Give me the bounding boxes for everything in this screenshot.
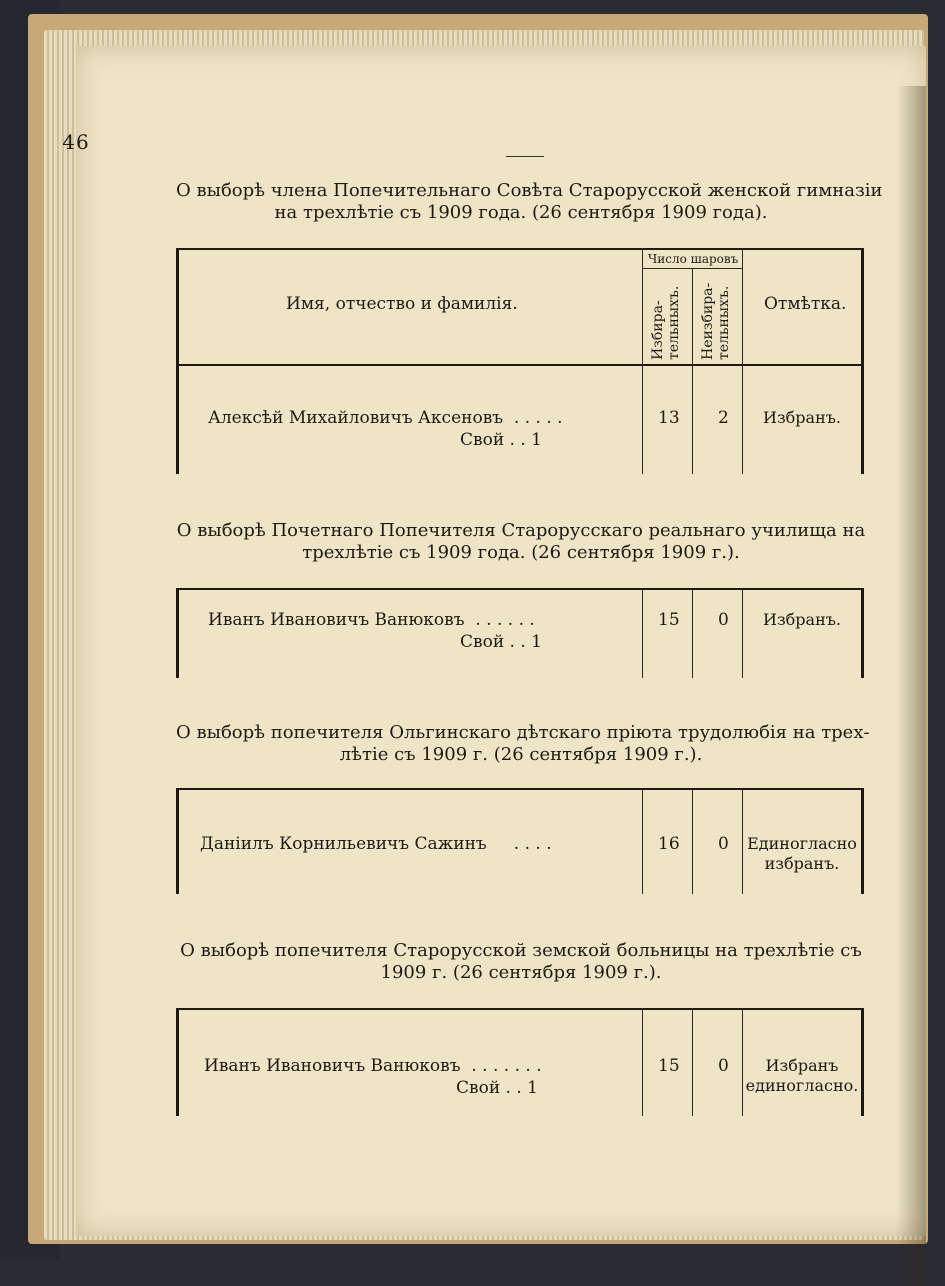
section-1-table (176, 248, 864, 474)
row-name: Даніилъ Корнильевичъ Сажинъ . . . . (200, 834, 552, 854)
name-column-header: Имя, отчество и фамилія. (286, 294, 518, 314)
for-column-header: Избира- тельныхъ. (650, 285, 682, 360)
row-against-votes: 0 (718, 834, 729, 854)
row-for-votes: 15 (658, 1056, 680, 1076)
row-against-votes: 0 (718, 610, 729, 630)
row-for-votes: 13 (658, 408, 680, 428)
section-4-title-line-1: О выборѣ попечителя Старорусской земской больницы на трехлѣтіе съ (180, 940, 862, 961)
page-number: 46 (62, 130, 90, 154)
section-2-table (176, 588, 864, 678)
section-1-title-line-1: О выборѣ члена Попечительнаго Совѣта Старорусской женской гимназіи (176, 180, 883, 201)
against-column-header: Неизбира- тельныхъ. (700, 282, 732, 360)
row-against-votes: 0 (718, 1056, 729, 1076)
row-mark: Единогласно избранъ. (747, 834, 857, 873)
row-name: Иванъ Ивановичъ Ванюковъ . . . . . . . (204, 1056, 542, 1076)
section-2-title-line-2: трехлѣтіе съ 1909 года. (26 сентября 1909 г.). (302, 542, 740, 563)
section-4-title (176, 940, 866, 984)
book-page (62, 46, 926, 1236)
section-3-title-line-2: лѣтіе съ 1909 г. (26 сентября 1909 г.). (339, 744, 703, 765)
row-own-votes: Свой . . 1 (460, 632, 542, 652)
mark-column-header: Отмѣтка. (764, 294, 847, 314)
row-name: Иванъ Ивановичъ Ванюковъ . . . . . . (208, 610, 535, 630)
votes-group-header: Число шаровъ (648, 252, 739, 266)
row-mark: Избранъ единогласно. (745, 1056, 859, 1095)
section-2-title-line-1: О выборѣ Почетнаго Попечителя Старорусскаго реальнаго училища на (176, 520, 866, 541)
section-3-title (176, 722, 870, 766)
row-mark: Избранъ. (762, 408, 842, 427)
section-1-title-line-2: на трехлѣтіе съ 1909 года. (26 сентября 1909 года). (274, 202, 768, 223)
section-3-table (176, 788, 864, 894)
row-for-votes: 15 (658, 610, 680, 630)
section-1-title (176, 180, 883, 224)
page-number-rule (506, 156, 544, 157)
section-4-table (176, 1008, 864, 1116)
row-name: Алексѣй Михайловичъ Аксеновъ . . . . . (208, 408, 563, 428)
row-own-votes: Свой . . 1 (460, 430, 542, 450)
row-against-votes: 2 (718, 408, 729, 428)
row-for-votes: 16 (658, 834, 680, 854)
row-own-votes: Свой . . 1 (456, 1078, 538, 1098)
section-2-title (176, 520, 866, 564)
row-mark: Избранъ. (762, 610, 842, 629)
page-gutter-shadow (896, 86, 926, 1286)
section-4-title-line-2: 1909 г. (26 сентября 1909 г.). (380, 962, 662, 983)
section-3-title-line-1: О выборѣ попечителя Ольгинскаго дѣтскаго пріюта трудолюбія на трех- (176, 722, 870, 743)
